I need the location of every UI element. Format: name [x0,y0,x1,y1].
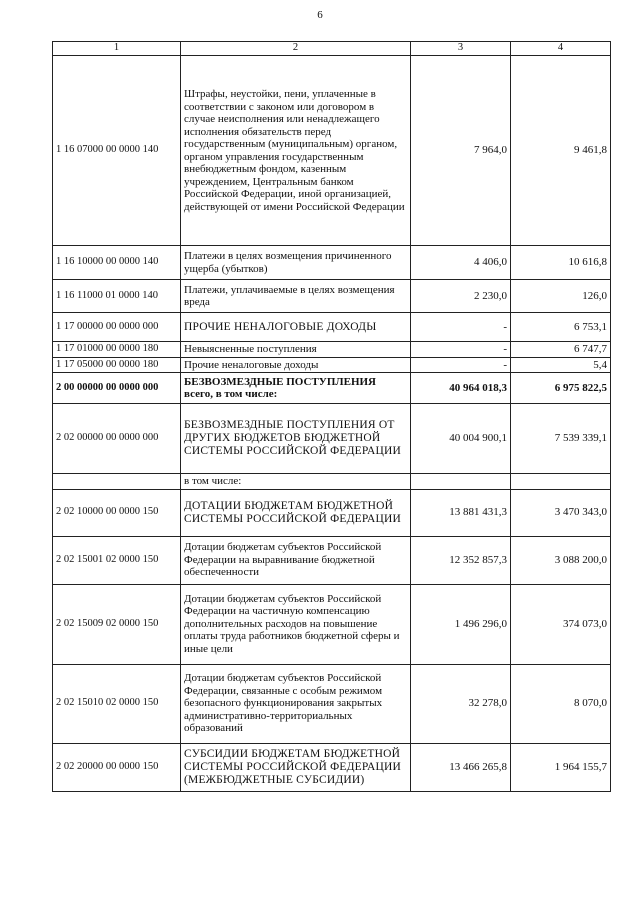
budget-code: 2 00 00000 00 0000 000 [53,373,181,404]
item-name: СУБСИДИИ БЮДЖЕТАМ БЮДЖЕТНОЙ СИСТЕМЫ РОССИЙСКОЙ ФЕДЕРАЦИИ (МЕЖБЮДЖЕТНЫЕ СУБСИДИИ) [181,743,411,791]
table-row [53,342,611,358]
amount-col3: 7 964,0 [411,56,511,246]
column-header: 3 [411,42,511,56]
item-name [181,373,411,404]
item-name: БЕЗВОЗМЕЗДНЫЕ ПОСТУПЛЕНИЯ ОТ ДРУГИХ БЮДЖЕТОВ БЮДЖЕТНОЙ СИСТЕМЫ РОССИЙСКОЙ ФЕДЕРАЦИИ [181,404,411,474]
page-number: 6 [317,9,323,21]
table-row [53,664,611,743]
budget-code: 2 02 00000 00 0000 000 [53,404,181,474]
budget-code: 2 02 15009 02 0000 150 [53,584,181,664]
column-number-header-row [53,42,611,56]
budget-code: 1 17 00000 00 0000 000 [53,313,181,342]
amount-col4: 6 753,1 [511,313,611,342]
item-name: Дотации бюджетам субъектов Российской Федерации на выравнивание бюджетной обеспеченности [181,536,411,584]
amount-col4: 3 470 343,0 [511,489,611,536]
amount-col3: 40 964 018,3 [411,373,511,404]
budget-revenue-table [52,41,611,792]
table-row [53,246,611,280]
amount-col4: 126,0 [511,280,611,313]
table-row [53,56,611,246]
amount-col3: 2 230,0 [411,280,511,313]
amount-col4: 10 616,8 [511,246,611,280]
table-row [53,404,611,474]
amount-col3: 13 881 431,3 [411,489,511,536]
table-row [53,489,611,536]
amount-col4: 374 073,0 [511,584,611,664]
amount-col4 [511,474,611,490]
amount-col4: 5,4 [511,357,611,373]
amount-col4: 3 088 200,0 [511,536,611,584]
amount-col3: - [411,342,511,358]
amount-col4: 8 070,0 [511,664,611,743]
item-name: Дотации бюджетам субъектов Российской Федерации, связанные с особым режимом безопасного функционирования закрытых административно-территориальных образований [181,664,411,743]
column-header: 2 [181,42,411,56]
budget-code: 2 02 10000 00 0000 150 [53,489,181,536]
table-row [53,743,611,791]
budget-code: 1 16 10000 00 0000 140 [53,246,181,280]
item-name: Платежи, уплачиваемые в целях возмещения вреда [181,280,411,313]
amount-col3: 4 406,0 [411,246,511,280]
amount-col4: 7 539 339,1 [511,404,611,474]
item-name-main: БЕЗВОЗМЕЗДНЫЕ ПОСТУПЛЕНИЯ [184,375,376,388]
table-row [53,313,611,342]
column-header: 1 [53,42,181,56]
table-row [53,536,611,584]
budget-code [53,474,181,490]
amount-col4: 6 747,7 [511,342,611,358]
budget-code: 1 17 05000 00 0000 180 [53,357,181,373]
item-name: в том числе: [181,474,411,490]
item-name: Прочие неналоговые доходы [181,357,411,373]
column-header: 4 [511,42,611,56]
amount-col3: - [411,357,511,373]
item-name: ДОТАЦИИ БЮДЖЕТАМ БЮДЖЕТНОЙ СИСТЕМЫ РОССИЙСКОЙ ФЕДЕРАЦИИ [181,489,411,536]
budget-code: 2 02 20000 00 0000 150 [53,743,181,791]
budget-code: 1 16 07000 00 0000 140 [53,56,181,246]
amount-col3 [411,474,511,490]
budget-code: 2 02 15010 02 0000 150 [53,664,181,743]
item-name: Платежи в целях возмещения причиненного ущерба (убытков) [181,246,411,280]
amount-col4: 9 461,8 [511,56,611,246]
table-row [53,280,611,313]
amount-col3: 13 466 265,8 [411,743,511,791]
table-row [53,357,611,373]
budget-code: 1 17 01000 00 0000 180 [53,342,181,358]
item-name: Невыясненные поступления [181,342,411,358]
table-row-total [53,373,611,404]
item-name: ПРОЧИЕ НЕНАЛОГОВЫЕ ДОХОДЫ [181,313,411,342]
amount-col4: 6 975 822,5 [511,373,611,404]
item-name-sub: всего, в том числе: [184,388,278,400]
budget-code: 1 16 11000 01 0000 140 [53,280,181,313]
item-name: Дотации бюджетам субъектов Российской Федерации на частичную компенсацию дополнительных расходов на повышение оплаты труда работников бюджетной сферы и иные цели [181,584,411,664]
amount-col4: 1 964 155,7 [511,743,611,791]
amount-col3: 40 004 900,1 [411,404,511,474]
amount-col3: - [411,313,511,342]
item-name: Штрафы, неустойки, пени, уплаченные в соответствии с законом или договором в случае неисполнения или ненадлежащего исполнения обязательств перед государственным (муниципальным) органом, органом управления государственным внебюджетным фондом, казенным учреждением, Центральным банком Российской Федерации, иной организацией, действующей от имени Российской Федерации [181,56,411,246]
amount-col3: 12 352 857,3 [411,536,511,584]
amount-col3: 32 278,0 [411,664,511,743]
table-row [53,584,611,664]
amount-col3: 1 496 296,0 [411,584,511,664]
table-row [53,474,611,490]
budget-code: 2 02 15001 02 0000 150 [53,536,181,584]
